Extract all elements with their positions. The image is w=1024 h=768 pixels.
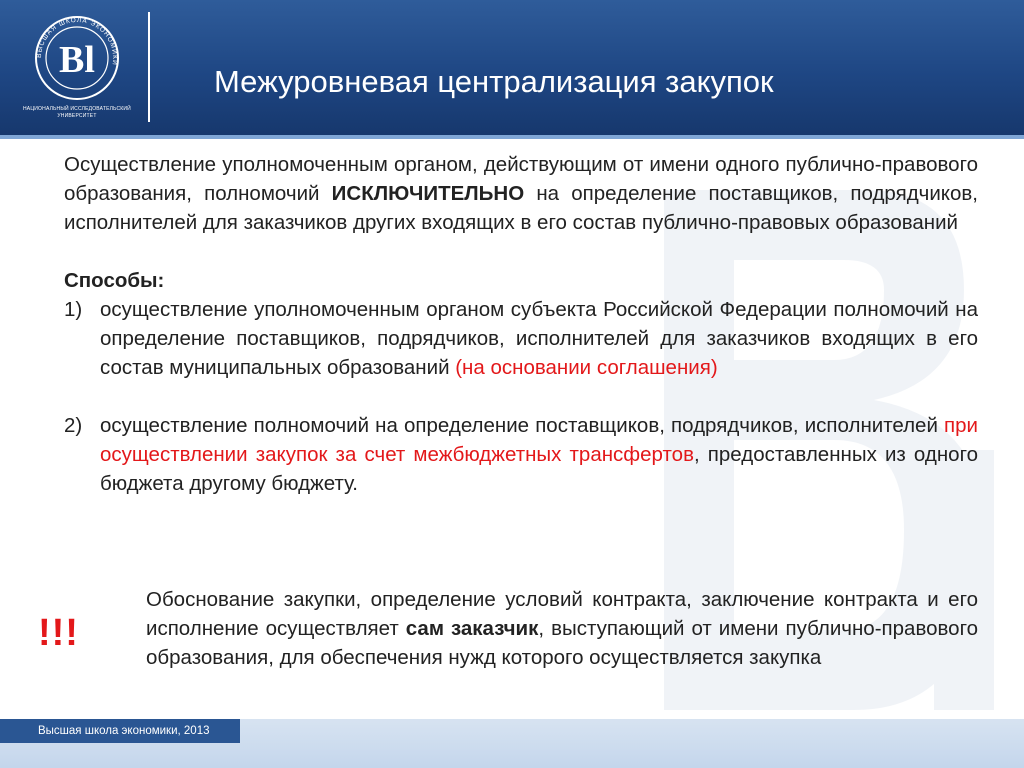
logo-letter: Bl [59,39,95,81]
list-item-2-text-start: осуществление полномочий на определение поставщиков, подрядчиков, исполнителей [100,414,945,437]
note-emphasis: сам заказчик [405,617,539,640]
list-item-2-highlight: при осуществлении закупок за счет межбюджетных трансфертов [100,414,978,466]
logo-ring-text: ВЫСШАЯ ШКОЛА ЭКОНОМИКИ [35,16,119,67]
note-text-end: , выступающий от имени публично-правового образования, для обеспечения нужд которого осуществляется закупка [146,617,978,669]
slide-title: Межуровневая централизация закупок [214,64,774,99]
intro-paragraph [64,150,978,237]
note-paragraph [146,585,978,672]
list-item-2 [64,411,978,498]
note-text-start: Обоснование закупки, определение условий контракта, заключение контракта и его исполнение осуществляет [146,588,978,640]
header-rule [0,135,1024,139]
footer-text: Высшая школа экономики, 2013 [38,725,210,737]
intro-emphasis: ИСКЛЮЧИТЕЛЬНО [331,182,525,205]
list-item-1-note: (на основании соглашения) [455,356,718,379]
attention-marker: !!! [38,612,79,654]
slide-content [64,150,978,498]
list-number-2: 2) [64,414,83,437]
list-number-1: 1) [64,298,83,321]
methods-heading: Способы: [64,269,165,292]
intro-text-end: на определение поставщиков, подрядчиков, исполнителей для заказчиков других входящих в его состав публично-правовых образований [64,182,978,234]
logo-caption: НАЦИОНАЛЬНЫЙ ИССЛЕДОВАТЕЛЬСКИЙ УНИВЕРСИТЕТ [23,106,131,119]
list-item-2-text-end: , предоставленных из одного бюджета другому бюджету. [100,443,978,495]
list-item-1 [64,295,978,382]
intro-text-start: Осуществление уполномоченным органом, действующим от имени одного публично-правового образования, полномочий [64,153,978,205]
logo-emblem-icon [22,12,132,104]
hse-logo [22,12,132,124]
list-item-1-text: осуществление уполномоченным органом субъекта Российской Федерации полномочий на определение поставщиков, подрядчиков, исполнителей для заказчиков входящих в его состав муниципальных образований [100,298,978,379]
header-separator [148,12,150,122]
